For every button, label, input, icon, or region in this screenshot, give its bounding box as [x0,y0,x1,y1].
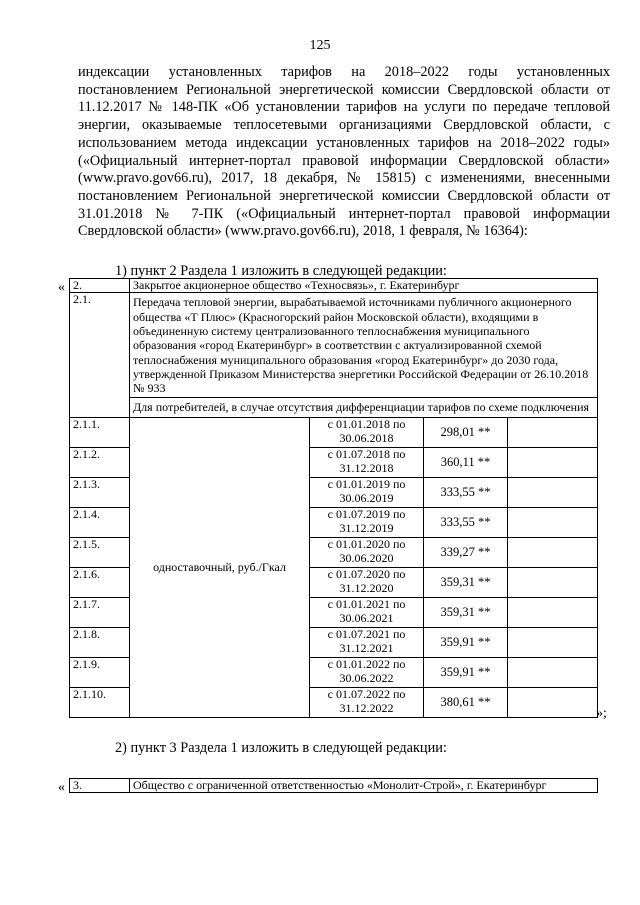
tariff-table-2 [69,278,598,718]
empty-cell [508,567,598,597]
period: с 01.07.2021 по 31.12.2021 [310,627,424,657]
row-number: 2.1.8. [70,627,130,657]
empty-cell [508,597,598,627]
tariff-value: 359,31 ** [424,597,508,627]
row-number: 2.1.3. [70,477,130,507]
empty-cell [508,507,598,537]
open-quote-1: « [58,280,65,295]
row-number: 2.1.4. [70,507,130,537]
org-name: Общество с ограниченной ответственностью «Монолит-Строй», г. Екатеринбург [130,779,598,793]
tariff-value: 333,55 ** [424,477,508,507]
tariff-table-3 [69,778,598,793]
org-number: 3. [70,779,130,793]
consumers-row [70,398,598,417]
empty-cell [508,657,598,687]
tariff-value: 333,55 ** [424,507,508,537]
row-number: 2.1.6. [70,567,130,597]
consumers-description: Для потребителей, в случае отсутствия дифференциации тарифов по схеме подключения [130,398,598,417]
tariff-value: 359,91 ** [424,627,508,657]
empty-cell [508,627,598,657]
period: с 01.01.2018 по 30.06.2018 [310,417,424,447]
service-description: Передача тепловой энергии, вырабатываемой источниками публичного акционерного общества «Т Плюс» (Красногорский район Московской области), входящими в объединенную систему централизованного теплоснабжения муниципального образования «город Екатеринбург» в соответствии с актуализированной схемой теплоснабжения муниципального образования «город Екатеринбург» до 2030 года, утвержденной Приказом Министерства энергетики Российской Федерации от 26.10.2018 № 933 [130,293,598,398]
period: с 01.07.2022 по 31.12.2022 [310,687,424,717]
service-row [70,293,598,398]
service-number: 2.1. [70,293,130,417]
period: с 01.07.2019 по 31.12.2019 [310,507,424,537]
period: с 01.01.2019 по 30.06.2019 [310,477,424,507]
tariff-value: 360,11 ** [424,447,508,477]
tariff-value: 359,31 ** [424,567,508,597]
empty-cell [508,687,598,717]
close-quote-1: »; [596,706,607,721]
row-number: 2.1.10. [70,687,130,717]
empty-cell [508,477,598,507]
org-row [70,779,598,793]
tariff-value: 380,61 ** [424,687,508,717]
row-number: 2.1.7. [70,597,130,627]
tariff-value: 298,01 ** [424,417,508,447]
row-number: 2.1.1. [70,417,130,447]
empty-cell [508,537,598,567]
tariff-value: 339,27 ** [424,537,508,567]
org-row [70,279,598,293]
period: с 01.07.2018 по 31.12.2018 [310,447,424,477]
rate-type: одноставочный, руб./Гкал [130,417,310,717]
org-name: Закрытое акционерное общество «Техносвязь», г. Екатеринбург [130,279,598,293]
period: с 01.01.2020 по 30.06.2020 [310,537,424,567]
row-number: 2.1.2. [70,447,130,477]
row-number: 2.1.9. [70,657,130,687]
period: с 01.01.2021 по 30.06.2021 [310,597,424,627]
intro-text: индексации установленных тарифов на 2018–2022 годы установленных постановлением Региональной энергетической комиссии Свердловской области от 11.12.2017 № 148-ПК «Об установлении тарифов на услуги по передаче тепловой энергии, оказываемые теплосетевыми организациями Свердловской области, с использованием метода индексации установленных тарифов на 2018–2022 годы» («Официальный интернет-портал правовой информации Свердловской области» (www.pravo.gov66.ru), 2017, 18 декабря, № 15815) с изменениями, внесенными постановлением Региональной энергетической комиссии Свердловской области от 31.01.2018 № 7-ПК («Официальный интернет-портал правовой информации Свердловской области» (www.pravo.gov66.ru), 2018, 1 февраля, № 16364): [78,64,610,240]
instruction-1: 1) пункт 2 Раздела 1 изложить в следующей редакции: [115,263,447,279]
instruction-2: 2) пункт 3 Раздела 1 изложить в следующей редакции: [115,740,447,756]
empty-cell [508,447,598,477]
table-row [70,417,598,447]
org-number: 2. [70,279,130,293]
intro-paragraph [78,64,610,241]
open-quote-2: « [58,780,65,795]
page-number: 125 [309,38,331,53]
empty-cell [508,417,598,447]
period: с 01.01.2022 по 30.06.2022 [310,657,424,687]
period: с 01.07.2020 по 31.12.2020 [310,567,424,597]
row-number: 2.1.5. [70,537,130,567]
tariff-value: 359,91 ** [424,657,508,687]
